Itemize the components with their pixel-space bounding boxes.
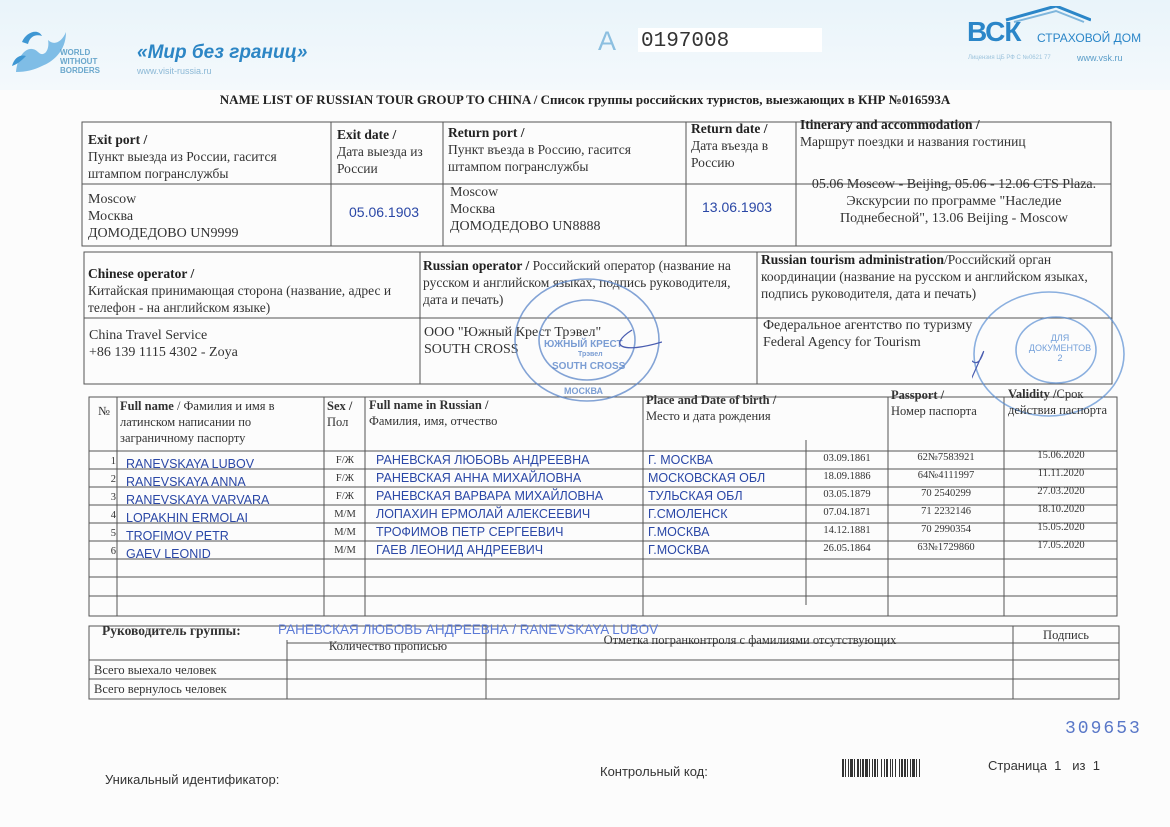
unique-id-label: Уникальный идентификатор:: [105, 772, 280, 787]
brand-title: «Мир без границ»: [137, 42, 308, 63]
col-full-name-header: Full name / Фамилия и имя в латинском написании по заграничному паспорту: [120, 399, 275, 445]
tourist-validity: 18.10.2020: [1037, 504, 1085, 515]
exit-date-value: 05.06.1903: [349, 204, 420, 220]
tourist-birth-date: 03.09.1861: [823, 453, 871, 464]
tourist-name-lat: RANEVSKAYA LUBOV: [126, 457, 255, 471]
tourist-passport: 63№1729860: [917, 542, 975, 553]
stamp-small-text: Трэвел: [578, 351, 603, 358]
tourist-name-ru: РАНЕВСКАЯ ВАРВАРА МИХАЙЛОВНА: [376, 489, 604, 503]
tourist-passport: 70 2540299: [921, 488, 971, 499]
tourist-name-lat: GAEV LEONID: [126, 547, 211, 561]
tourist-sex: M/M: [334, 509, 356, 520]
summary-count-header: Количество прописью: [328, 639, 448, 653]
tourist-name-ru: РАНЕВСКАЯ ЛЮБОВЬ АНДРЕЕВНА: [376, 453, 590, 467]
serial-letter: А: [598, 26, 617, 56]
vsk-license: Лицензия ЦБ РФ С №0621 77: [968, 55, 1051, 61]
itinerary-label: Itinerary and accommodation / Маршрут поездки и названия гостиниц: [800, 117, 1026, 149]
chinese-operator-value: China Travel Service +86 139 1115 4302 - Zoya: [89, 328, 238, 360]
col-no-header: №: [98, 404, 110, 418]
summary-border-header: Отметка погранконтроля с фамилиями отсутствующих: [603, 633, 897, 647]
exit-date-label: Exit date / Дата выезда из России: [337, 127, 423, 176]
tourist-name-ru: ТРОФИМОВ ПЕТР СЕРГЕЕВИЧ: [376, 525, 564, 539]
tourist-birth-place: Г.СМОЛЕНСК: [648, 507, 728, 521]
russian-operator-value: ООО "Южный Крест Трэвел" SOUTH CROSS: [424, 325, 602, 357]
tourist-name-lat: LOPAKHIN ERMOLAI: [126, 511, 249, 525]
tourist-sex: F/Ж: [335, 491, 355, 502]
summary-returned-label: Всего вернулось человек: [94, 682, 227, 696]
tourist-validity: 27.03.2020: [1037, 486, 1085, 497]
tourist-passport: 62№7583921: [917, 452, 975, 463]
col-validity-header: Validity /Срок действия паспорта: [1008, 387, 1108, 417]
summary-signature-header: Подпись: [1043, 628, 1089, 642]
south-cross-stamp-icon: [512, 276, 662, 404]
return-port-value: Moscow Москва ДОМОДЕДОВО UN8888: [450, 185, 601, 234]
tourist-sex: M/M: [334, 545, 356, 556]
itinerary-value: 05.06 Moscow - Beijing, 05.06 - 12.06 CTS Plaza. Экскурсии по программе "Наследие Поднебесной", 13.06 Beijing - Moscow: [811, 177, 1097, 226]
return-date-value: 13.06.1903: [702, 199, 773, 215]
tourist-birth-date: 07.04.1871: [823, 507, 871, 518]
tourist-birth-date: 14.12.1881: [823, 525, 871, 536]
tourist-passport: 70 2990354: [921, 524, 971, 535]
vsk-name: ВСК: [967, 16, 1021, 47]
document-heading: NAME LIST OF RUSSIAN TOUR GROUP TO CHINA / Список группы российских туристов, выезжающих в КНР №016593А: [219, 92, 951, 107]
control-code-label: Контрольный код:: [600, 764, 708, 779]
tourist-no: 6: [110, 546, 116, 557]
tourist-birth-date: 18.09.1886: [823, 471, 871, 482]
page-indicator: Страница 1 из 1: [988, 758, 1100, 773]
tourist-validity: 15.06.2020: [1037, 450, 1085, 461]
return-port-label: Return port / Пункт въезда в Россию, гасится штампом погранслужбы: [448, 125, 631, 174]
serial-number: 0197008: [641, 30, 730, 53]
tourism-admin-value: Федеральное агентство по туризму Federal Agency for Tourism: [763, 318, 973, 350]
russian-operator-label: Russian operator / Российский оператор (название на русском и английском языках, подпись руководителя, дата и печать): [423, 258, 731, 307]
tourist-passport: 64№4111997: [917, 470, 975, 481]
agency-stamp-line1: ДЛЯ: [1050, 333, 1070, 343]
leader-value: РАНЕВСКАЯ ЛЮБОВЬ АНДРЕЕВНА / RANEVSKAYA LUBOV: [278, 622, 659, 637]
tourist-validity: 11.11.2020: [1037, 468, 1085, 479]
tourist-name-lat: RANEVSKAYA ANNA: [126, 475, 246, 489]
col-sex-header: Sex / Пол: [327, 399, 353, 429]
tourist-name-lat: RANEVSKAYA VARVARA: [126, 493, 270, 507]
tourist-birth-date: 03.05.1879: [823, 489, 871, 500]
tourist-birth-place: Г. МОСКВА: [648, 453, 713, 467]
tourist-name-lat: TROFIMOV PETR: [126, 529, 229, 543]
tourism-admin-label: Russian tourism administration/Российский орган координации (название на русском и английском языках, подпись руководителя, дата и печать): [761, 252, 1088, 301]
tourist-validity: 15.05.2020: [1037, 522, 1085, 533]
summary-left-label: Всего выехало человек: [94, 663, 217, 677]
col-passport-header: Passport / Номер паспорта: [891, 388, 977, 418]
tourist-name-ru: РАНЕВСКАЯ АННА МИХАЙЛОВНА: [376, 471, 582, 485]
tourist-name-ru: ЛОПАХИН ЕРМОЛАЙ АЛЕКСЕЕВИЧ: [376, 507, 591, 521]
tourist-no: 4: [110, 510, 116, 521]
doc-number: 309653: [1065, 719, 1142, 739]
tourist-validity: 17.05.2020: [1037, 540, 1085, 551]
tourist-sex: F/Ж: [335, 455, 355, 466]
tourist-sex: F/Ж: [335, 473, 355, 484]
exit-port-value: Moscow Москва ДОМОДЕДОВО UN9999: [88, 192, 239, 241]
tourist-no: 2: [110, 474, 116, 485]
barcode-icon: [842, 759, 954, 777]
tourist-no: 1: [110, 456, 116, 467]
return-date-label: Return date / Дата въезда в Россию: [691, 121, 769, 170]
tourist-sex: M/M: [334, 527, 356, 538]
stamp-mid-text: SOUTH CROSS: [552, 361, 626, 372]
col-birth-header: Place and Date of birth / Место и дата рождения: [646, 393, 777, 423]
tourist-birth-place: Г.МОСКВА: [648, 543, 710, 557]
stamp-top-text: ЮЖНЫЙ КРЕСТ: [544, 339, 623, 350]
col-name-ru-header: Full name in Russian / Фамилия, имя, отчество: [369, 398, 498, 428]
tourist-birth-date: 26.05.1864: [823, 543, 871, 554]
vsk-url: www.vsk.ru: [1077, 53, 1123, 63]
tourist-birth-place: Г.МОСКВА: [648, 525, 710, 539]
tourist-passport: 71 2232146: [921, 506, 971, 517]
agency-stamp-line3: 2: [1057, 353, 1063, 363]
leader-label: Руководитель группы:: [102, 623, 241, 638]
exit-port-label: Exit port / Пункт выезда из России, гасится штампом погранслужбы: [88, 132, 277, 181]
tourist-no: 5: [110, 528, 116, 539]
stamp-bottom-text: МОСКВА: [564, 386, 604, 396]
brand-url: www.visit-russia.ru: [137, 66, 212, 76]
tourist-no: 3: [110, 492, 116, 503]
brand-small-text: WORLD WITHOUT BORDERS: [60, 48, 101, 75]
tourist-name-ru: ГАЕВ ЛЕОНИД АНДРЕЕВИЧ: [376, 543, 544, 557]
tourist-birth-place: ТУЛЬСКАЯ ОБЛ: [648, 489, 743, 503]
vsk-tagline: СТРАХОВОЙ ДОМ: [1037, 31, 1142, 45]
chinese-operator-label: Chinese operator / Китайская принимающая сторона (название, адрес и телефон - на английском языке): [88, 266, 392, 315]
tourist-birth-place: МОСКОВСКАЯ ОБЛ: [648, 471, 766, 485]
agency-stamp-line2: ДОКУМЕНТОВ: [1028, 343, 1092, 353]
